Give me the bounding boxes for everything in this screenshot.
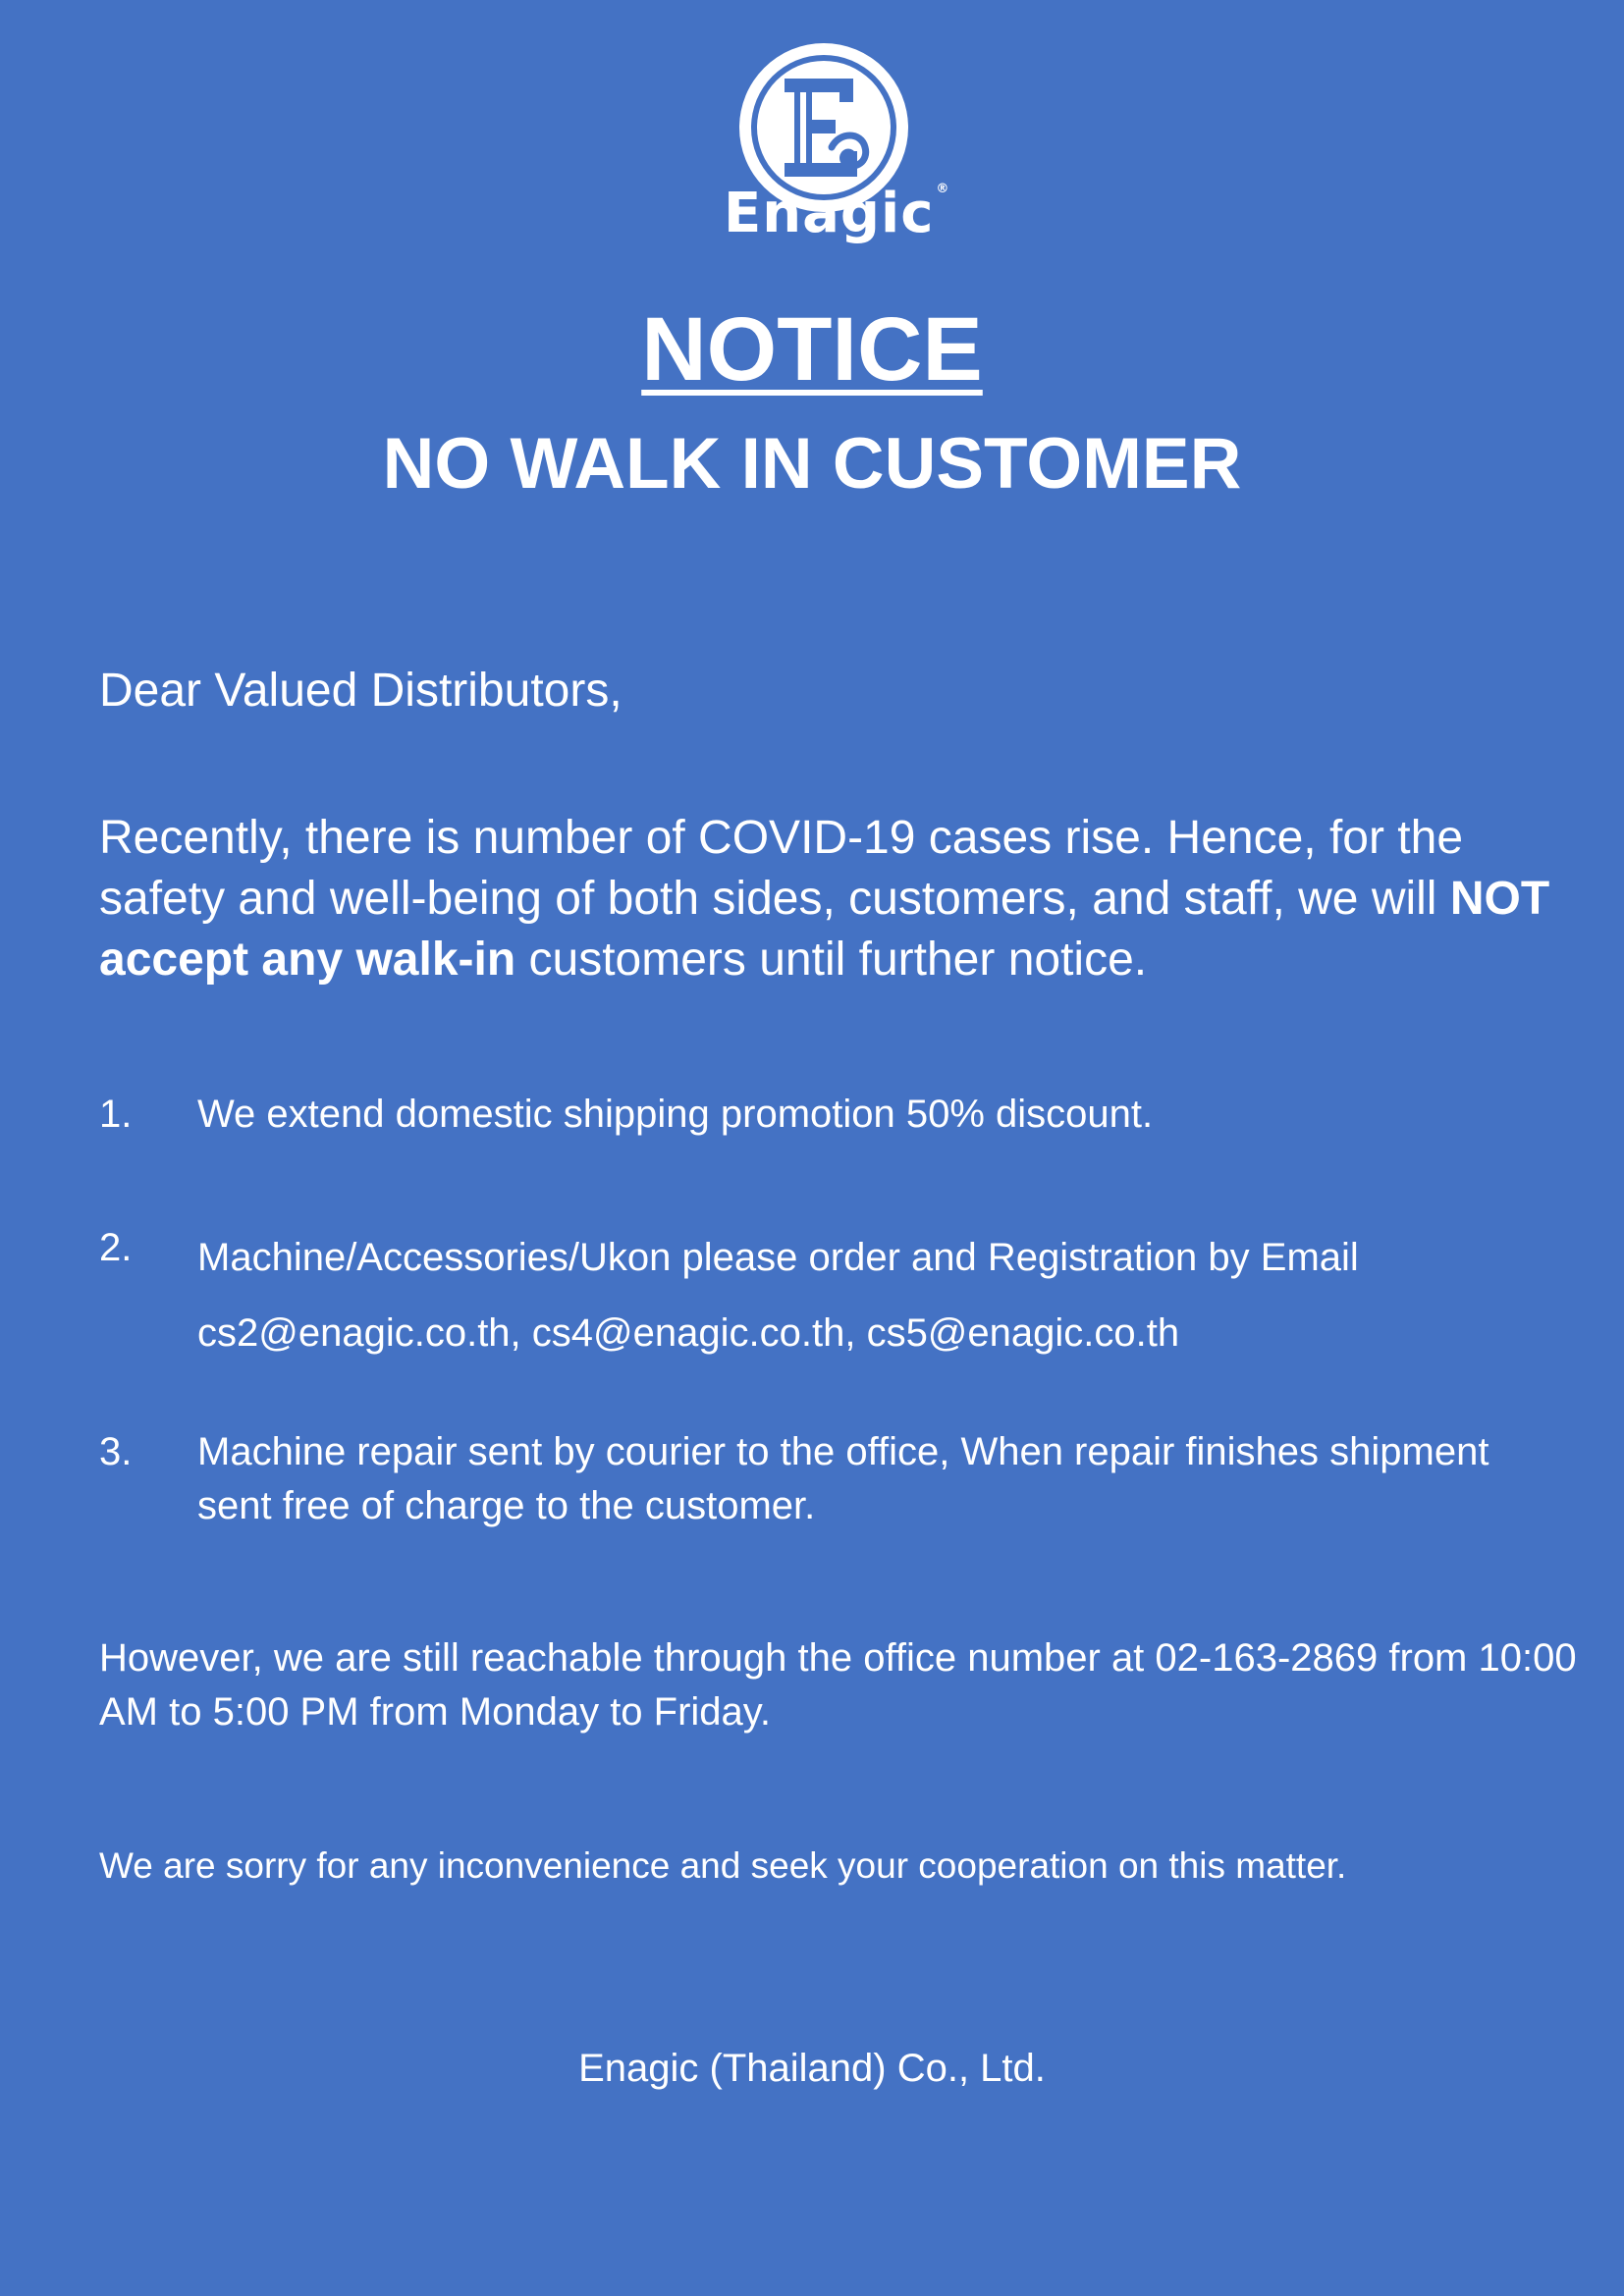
enagic-logo xyxy=(724,41,950,267)
email-addresses: cs2@enagic.co.th, cs4@enagic.co.th, cs5@enagic.co.th xyxy=(197,1311,1180,1355)
intro-suffix: customers until further notice. xyxy=(515,934,1148,986)
intro-bold: NOT accept any walk-in xyxy=(99,873,1550,986)
brand-wordmark xyxy=(724,182,950,245)
intro-prefix: Recently, there is number of COVID-19 cases rise. Hence, for the safety and well-being of both sides, customers, and staff, we will xyxy=(99,812,1464,925)
list-text: Machine repair sent by courier to the office, When repair finishes shipment sent free of charge to the customer. xyxy=(197,1430,1489,1527)
intro-paragraph xyxy=(99,808,1572,990)
brand-name: Enagic xyxy=(724,182,935,245)
apology-paragraph: We are sorry for any inconvenience and seek your cooperation on this matter. xyxy=(99,1845,1347,1886)
registered-mark: ® xyxy=(936,182,950,196)
list-number: 3. xyxy=(99,1430,133,1473)
notice-subtitle: NO WALK IN CUSTOMER xyxy=(382,424,1242,504)
list-number: 2. xyxy=(99,1226,133,1269)
notice-title: NOTICE xyxy=(641,299,983,400)
list-text: We extend domestic shipping promotion 50% discount. xyxy=(197,1093,1154,1136)
list-text-block xyxy=(197,1220,1572,1371)
company-signature: Enagic (Thailand) Co., Ltd. xyxy=(578,2047,1046,2090)
list-number: 1. xyxy=(99,1093,133,1136)
greeting: Dear Valued Distributors, xyxy=(99,665,623,717)
list-text: Machine/Accessories/Ukon please order and Registration by Email xyxy=(197,1236,1359,1279)
contact-paragraph: However, we are still reachable through the office number at 02-163-2869 from 10:00 AM to 5:00 PM from Monday to Friday. xyxy=(99,1636,1577,1734)
